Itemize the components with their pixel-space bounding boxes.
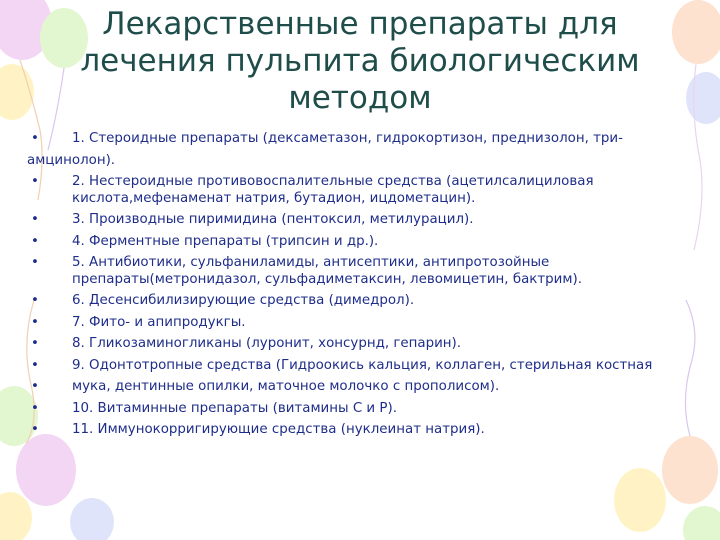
list-item bbox=[27, 379, 687, 396]
list-item-text: 5. Антибиотики, сульфаниламиды, антисептики, антипротозойные препараты(метронидазол, сульфадиметаксин, левомицетин, бактрим). bbox=[72, 255, 582, 287]
list-item bbox=[27, 212, 687, 229]
list-item bbox=[27, 422, 687, 439]
bullet-icon: • bbox=[31, 255, 39, 270]
list-item bbox=[27, 153, 687, 170]
list-item-text: 4. Ферментные препараты (трипсин и др.). bbox=[72, 233, 379, 249]
bullet-icon: • bbox=[31, 131, 39, 146]
list-item-text: 11. Иммунокорригирующие средства (нуклеинат натрия). bbox=[72, 422, 485, 437]
list-item-text: 3. Производные пиримидина (пентоксил, метилурацил). bbox=[72, 212, 474, 227]
bullet-icon: • bbox=[31, 379, 39, 394]
bullet-icon: • bbox=[31, 212, 39, 227]
bullet-icon: • bbox=[31, 174, 39, 189]
list-item bbox=[27, 315, 687, 332]
list-item bbox=[27, 358, 687, 375]
list-item bbox=[27, 336, 687, 353]
bullet-icon: • bbox=[31, 293, 39, 308]
bullet-icon: • bbox=[31, 422, 39, 437]
list-item-text: 1. Стероидные препараты (дексаметазон, гидрокортизон, преднизолон, три- bbox=[72, 131, 623, 146]
slide-title: Лекарственные препараты для лечения пульпита биологическим методом bbox=[80, 6, 640, 116]
bullet-icon: • bbox=[31, 400, 39, 416]
list-item bbox=[27, 234, 687, 251]
bullet-icon: • bbox=[31, 233, 39, 249]
list-item-text: 7. Фито- и апипродукгы. bbox=[72, 314, 246, 330]
list-item-text: 10. Витаминные препараты (витамины С и Р). bbox=[72, 400, 397, 416]
list-item-text: 8. Гликозаминогликаны (луронит, хонсурнд, гепарин). bbox=[72, 336, 462, 351]
list-item bbox=[27, 401, 687, 418]
list-item bbox=[27, 131, 687, 148]
list-item-text: мука, дентинные опилки, маточное молочко с прополисом). bbox=[72, 379, 500, 394]
list-item-text: 9. Одонтотропные средства (Гидроокись кальция, коллаген, стерильная костная bbox=[72, 357, 653, 373]
bullet-icon: • bbox=[31, 357, 39, 373]
list-item bbox=[27, 174, 687, 207]
list-item-text: 2. Нестероидные противовоспалительные средства (ацетилсалициловая кислота,мефенаменат натрия, бутадион, ицдометацин). bbox=[72, 174, 594, 206]
list-item bbox=[27, 293, 687, 310]
bullet-icon: • bbox=[31, 336, 39, 351]
content-list bbox=[27, 131, 687, 444]
list-item-text: 6. Десенсибилизирующие средства (димедрол). bbox=[72, 293, 415, 308]
list-item bbox=[27, 255, 687, 288]
list-item-text: амцинолон). bbox=[27, 152, 116, 168]
bullet-icon: • bbox=[31, 314, 39, 330]
